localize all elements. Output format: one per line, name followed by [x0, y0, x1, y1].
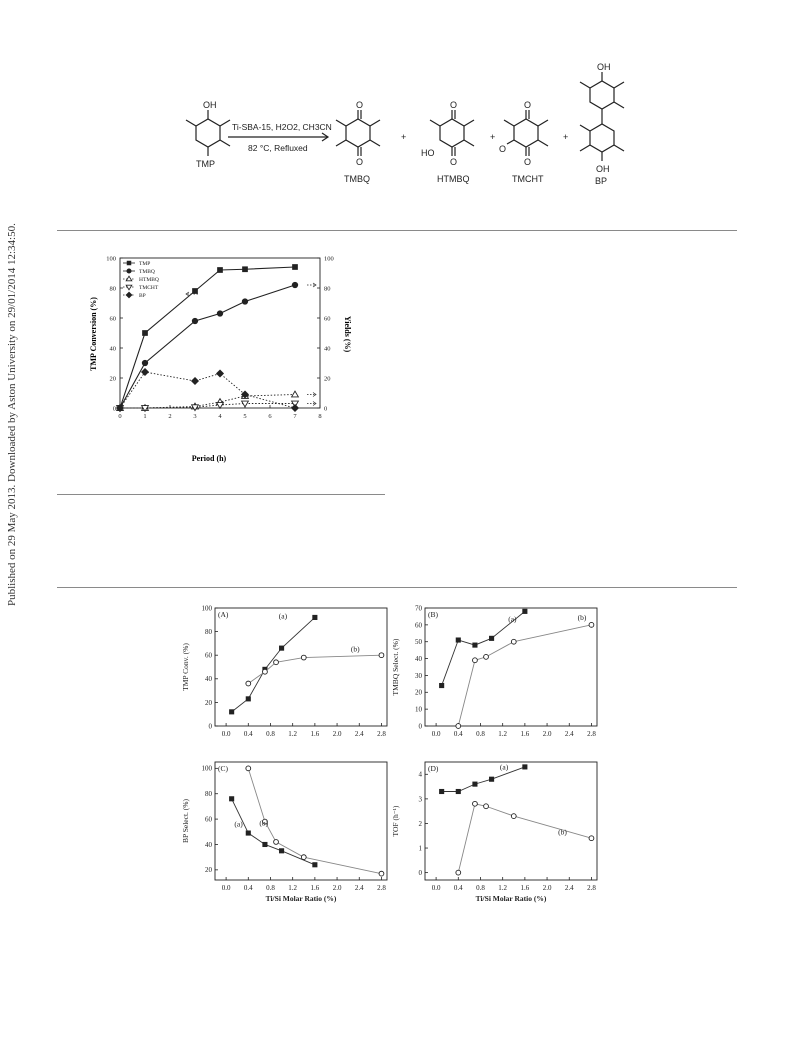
plus-sign: + [490, 132, 496, 142]
panel-label: (C) [218, 764, 228, 773]
legend-marker-htmbq [126, 276, 132, 281]
data-point-a [489, 777, 493, 781]
data-point-b [589, 836, 594, 841]
y-axis-label: TMP Conv. (%) [181, 643, 190, 691]
y-tick-label: 40 [205, 840, 212, 849]
data-point-a [263, 842, 267, 846]
x-tick-label: 6 [268, 413, 272, 420]
x-tick-label: 1 [143, 413, 147, 420]
x-tick-label: 0.4 [453, 884, 463, 892]
x-tick-label: 0.0 [431, 884, 441, 892]
data-point-a [456, 789, 460, 793]
legend-marker-tmbq [127, 269, 131, 273]
data-point-b [246, 681, 251, 686]
x-tick-label: 8 [318, 413, 322, 420]
y-axis-label: TMBQ Select. (%) [391, 638, 400, 696]
panel-label: (B) [428, 610, 438, 619]
series-label-a: (a) [508, 614, 517, 624]
data-point-a [456, 638, 460, 642]
legend-label-tmbq: TMBQ [139, 269, 155, 275]
data-point-tmp [218, 268, 223, 273]
series-line-b [248, 768, 381, 873]
section-divider [57, 587, 737, 588]
x-tick-label: 2.8 [377, 884, 386, 892]
x-tick-label: 2.8 [377, 730, 386, 738]
htmbq-ho: HO [421, 148, 435, 158]
data-point-b [456, 724, 461, 729]
y-tick-label: 0 [208, 722, 212, 731]
data-point-tmbq [217, 311, 222, 316]
x-tick-label: 2.0 [542, 884, 552, 892]
x-tick-label: 2.8 [587, 884, 596, 892]
data-point-b [484, 654, 489, 659]
y-tick-label: 80 [205, 790, 212, 799]
x-axis-label: Ti/Si Molar Ratio (%) [265, 894, 337, 903]
panel-a [181, 604, 387, 738]
data-point-b [274, 660, 279, 665]
section-divider [57, 230, 737, 231]
x-tick-label: 3 [193, 413, 197, 420]
tmcht-o-side: O [499, 144, 507, 154]
series-label-b: (b) [577, 612, 587, 622]
y-axis-label-left: TMP Conversion (%) [89, 297, 98, 371]
bp-oh-bottom: OH [596, 164, 610, 174]
x-tick-label: 0.4 [243, 884, 253, 892]
data-point-a [246, 831, 250, 835]
data-point-b [274, 840, 279, 845]
bp-oh-top: OH [597, 62, 611, 72]
data-point-bp [142, 369, 149, 376]
y-tick-label-right: 0 [324, 405, 328, 413]
x-tick-label: 2.0 [542, 730, 552, 738]
data-point-b [379, 653, 384, 658]
series-label-a: (a) [499, 762, 509, 772]
data-point-b [379, 871, 384, 876]
data-point-tmbq [292, 282, 297, 287]
data-point-a [440, 789, 444, 793]
x-tick-label: 5 [243, 413, 247, 420]
data-point-b [511, 639, 516, 644]
y-tick-label-right: 40 [324, 345, 331, 353]
series-line-b [458, 625, 591, 726]
x-tick-label: 0.8 [476, 730, 485, 738]
data-point-a [440, 683, 444, 687]
x-tick-label: 2.4 [354, 884, 364, 892]
x-tick-label: 2.0 [332, 884, 342, 892]
data-point-tmbq [242, 299, 247, 304]
data-point-b [511, 814, 516, 819]
data-point-b [589, 622, 594, 627]
x-tick-label: 0.8 [266, 884, 275, 892]
series-label-b: (b) [259, 818, 269, 828]
data-point-htmbq [292, 391, 299, 397]
x-tick-label: 2.4 [354, 730, 364, 738]
legend-marker-bp [126, 292, 132, 298]
y-tick-label: 100 [201, 764, 212, 773]
y-tick-label: 2 [418, 819, 422, 828]
htmbq-o-bottom: O [450, 157, 458, 167]
data-point-a [473, 782, 477, 786]
y-tick-label: 10 [415, 705, 422, 714]
data-point-tmcht [217, 403, 224, 409]
y-tick-label: 4 [418, 770, 422, 779]
x-tick-label: 7 [293, 413, 297, 420]
conditions-line-1: Ti-SBA-15, H2O2, CH3CN [232, 122, 332, 132]
data-point-a [523, 765, 527, 769]
y-tick-label: 20 [205, 698, 212, 707]
legend-label-tmp: TMP [139, 261, 151, 267]
panel-label: (D) [428, 764, 439, 773]
x-tick-label: 4 [218, 413, 222, 420]
time-course-chart [80, 248, 360, 468]
product-label-bp: BP [595, 176, 608, 186]
y-tick-label: 3 [418, 795, 422, 804]
data-point-tmp [143, 331, 148, 336]
y-tick-label-right: 60 [324, 315, 331, 323]
y-tick-label-right: 80 [324, 285, 331, 293]
y-tick-label: 60 [415, 621, 422, 630]
publication-side-note: Published on 29 May 2013. Downloaded by Aston University on 29/01/2014 12:34:50. [6, 223, 18, 606]
legend-label-tmcht: TMCHT [139, 285, 159, 291]
panel-d [391, 762, 597, 903]
y-tick-label-left: 40 [109, 345, 116, 353]
data-point-b [301, 855, 306, 860]
series-line-tmbq [120, 285, 295, 408]
y-tick-label: 60 [205, 815, 212, 824]
data-point-b [473, 801, 478, 806]
x-tick-label: 0.0 [221, 730, 231, 738]
y-tick-label: 0 [418, 722, 422, 731]
data-point-a [279, 646, 283, 650]
y-tick-label: 70 [415, 604, 422, 613]
data-point-tmbq [142, 360, 147, 365]
y-tick-label: 50 [415, 638, 422, 647]
y-tick-label-left: 20 [109, 375, 116, 383]
panel-b [391, 604, 597, 738]
series-line-b [248, 655, 381, 683]
y-tick-label-left: 100 [106, 255, 116, 263]
data-point-tmp [193, 289, 198, 294]
legend-marker-tmcht [126, 285, 132, 290]
y-tick-label: 40 [205, 675, 212, 684]
x-tick-label: 2.8 [587, 730, 596, 738]
data-point-a [279, 849, 283, 853]
panel-c [181, 762, 387, 903]
x-tick-label: 1.6 [310, 730, 320, 738]
product-label-tmbq: TMBQ [344, 174, 370, 184]
panel-label: (A) [218, 610, 229, 619]
y-tick-label: 30 [415, 671, 422, 680]
data-point-a [313, 863, 317, 867]
x-tick-label: 1.6 [520, 730, 530, 738]
y-tick-label: 60 [205, 651, 212, 660]
x-tick-label: 0.0 [221, 884, 231, 892]
y-tick-label-right: 100 [324, 255, 334, 263]
plus-sign: + [401, 132, 407, 142]
data-point-b [473, 658, 478, 663]
tmp-label: TMP [196, 159, 215, 169]
data-point-bp [217, 370, 224, 377]
y-axis-label-right: Yields (%) [343, 315, 352, 353]
plot-frame [215, 608, 387, 726]
y-tick-label-left: 60 [109, 315, 116, 323]
x-tick-label: 0.0 [431, 730, 441, 738]
data-point-a [489, 636, 493, 640]
legend-marker-tmp [127, 261, 131, 265]
y-tick-label: 80 [205, 628, 212, 636]
y-tick-label: 20 [205, 866, 212, 875]
x-tick-label: 1.6 [520, 884, 530, 892]
data-point-b [263, 669, 268, 674]
series-line-b [458, 804, 591, 873]
product-label-htmbq: HTMBQ [437, 174, 470, 184]
x-tick-label: 1.2 [498, 884, 508, 892]
data-point-tmp [243, 267, 248, 272]
y-tick-label: 0 [418, 869, 422, 878]
data-point-bp [292, 405, 299, 412]
data-point-b [246, 766, 251, 771]
y-tick-label-left: 80 [109, 285, 116, 293]
series-label-a: (a) [234, 819, 243, 829]
tmcht-o-bottom: O [524, 157, 532, 167]
data-point-a [246, 697, 250, 701]
legend-label-htmbq: HTMBQ [139, 277, 159, 283]
x-tick-label: 0.4 [243, 730, 253, 738]
reaction-scheme [160, 58, 640, 213]
y-tick-label: 40 [415, 654, 422, 663]
series-label-b: (b) [350, 644, 360, 654]
data-point-a [230, 797, 234, 801]
y-tick-label-right: 20 [324, 375, 331, 383]
data-point-a [523, 609, 527, 613]
x-axis-label: Ti/Si Molar Ratio (%) [475, 894, 547, 903]
tmbq-o-bottom: O [356, 157, 364, 167]
plus-sign: + [563, 132, 569, 142]
data-point-b [484, 804, 489, 809]
x-tick-label: 1.2 [498, 730, 508, 738]
x-tick-label: 2.0 [332, 730, 342, 738]
x-axis-label: Period (h) [191, 454, 227, 463]
tmbq-o-top: O [356, 100, 364, 110]
data-point-a [230, 710, 234, 714]
ti-si-ratio-figure [170, 596, 620, 903]
x-tick-label: 2.4 [564, 730, 574, 738]
data-point-b [301, 655, 306, 660]
tmp-oh-label: OH [203, 100, 217, 110]
data-point-tmbq [192, 318, 197, 323]
conditions-line-2: 82 °C, Refluxed [248, 143, 308, 153]
y-tick-label: 1 [418, 844, 422, 853]
data-point-a [473, 643, 477, 647]
series-line-bp [120, 372, 295, 408]
x-tick-label: 1.2 [288, 884, 298, 892]
x-tick-label: 1.6 [310, 884, 320, 892]
figure-divider [57, 494, 385, 495]
htmbq-o-top: O [450, 100, 458, 110]
x-tick-label: 0.8 [476, 884, 485, 892]
series-line-a [442, 767, 525, 792]
x-tick-label: 0 [118, 413, 122, 420]
y-axis-label: BP Select. (%) [181, 798, 190, 844]
data-point-tmp [293, 265, 298, 270]
data-point-a [313, 615, 317, 619]
plot-frame [425, 608, 597, 726]
data-point-bp [192, 378, 199, 385]
data-point-b [456, 870, 461, 875]
x-tick-label: 2.4 [564, 884, 574, 892]
y-tick-label-left: 0 [112, 405, 116, 413]
plot-frame [425, 762, 597, 880]
x-tick-label: 0.4 [453, 730, 463, 738]
tmcht-o-top: O [524, 100, 532, 110]
x-tick-label: 2 [168, 413, 172, 420]
x-tick-label: 0.8 [266, 730, 275, 738]
product-label-tmcht: TMCHT [512, 174, 544, 184]
y-axis-label: TOF (h⁻¹) [391, 805, 400, 837]
y-tick-label: 100 [201, 604, 212, 613]
y-tick-label: 20 [415, 688, 422, 697]
x-tick-label: 1.2 [288, 730, 298, 738]
series-label-b: (b) [558, 827, 567, 837]
series-label-a: (a) [278, 611, 288, 621]
legend-label-bp: BP [139, 293, 146, 299]
